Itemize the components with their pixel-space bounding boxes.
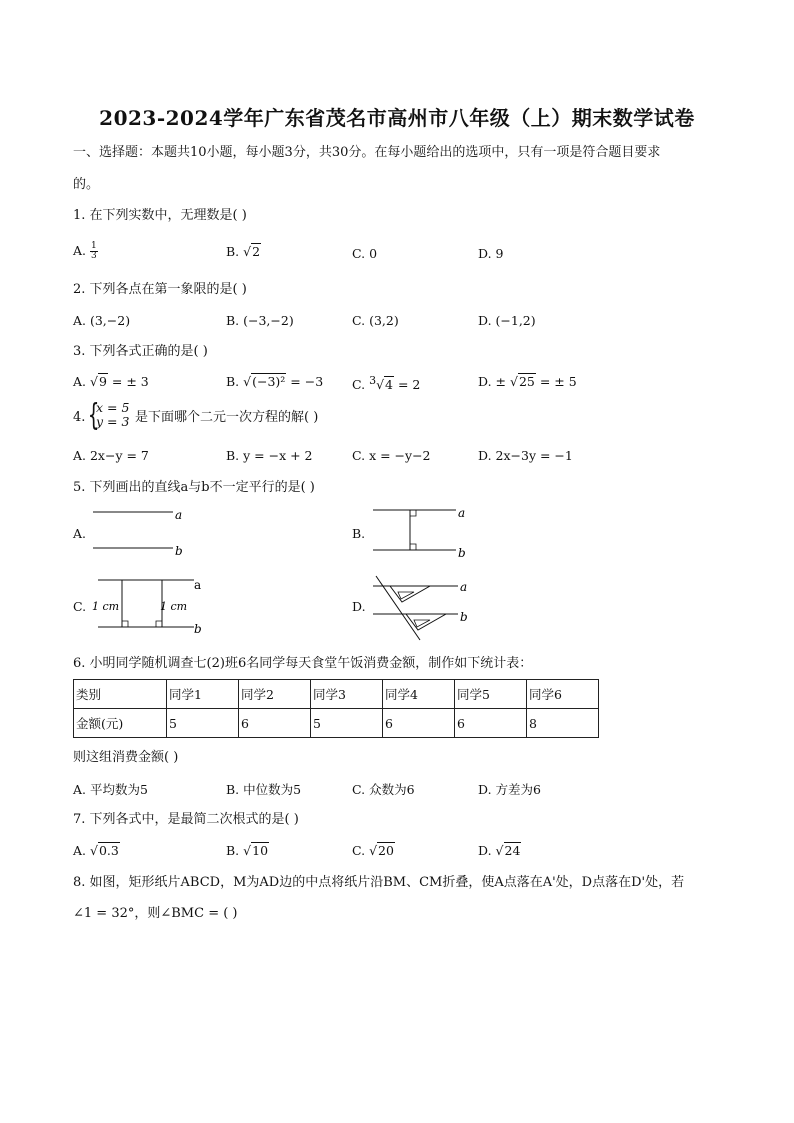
q3-option-a: A. √9 = ± 3 <box>73 374 149 389</box>
table-header-cell: 同学3 <box>311 680 383 709</box>
option-label: C. <box>352 377 366 393</box>
fraction <box>90 242 98 261</box>
label-b: b <box>460 610 468 624</box>
radicand: 0.3 <box>98 843 119 858</box>
numerator: 1 <box>91 241 97 251</box>
label-a: a <box>458 506 466 520</box>
option-label: D. <box>478 374 492 389</box>
option-label: B. <box>226 244 240 259</box>
equation-system <box>96 401 129 429</box>
table-header-cell: 同学1 <box>167 680 239 709</box>
table-cell: 6 <box>239 709 311 738</box>
q5-option-c-label: C. <box>73 599 87 614</box>
table-cell: 金额(元) <box>74 709 167 738</box>
radicand: 20 <box>378 843 394 858</box>
set-square-top-inner <box>398 592 414 599</box>
q4-option-c: C. x = −y−2 <box>352 448 431 463</box>
q2-option-c: C. (3,2) <box>352 313 399 328</box>
figure-d <box>368 572 478 642</box>
figure-b <box>368 502 478 562</box>
option-label: A. <box>73 374 87 389</box>
q7-option-c: C. √20 <box>352 843 394 858</box>
radicand: 4 <box>385 377 393 393</box>
table-header-cell: 同学6 <box>527 680 599 709</box>
table-cell: 6 <box>455 709 527 738</box>
q5-option-a-label: A. <box>73 526 87 541</box>
question-7-stem: 7. 下列各式中，是最简二次根式的是( ) <box>73 812 299 827</box>
label-a: a <box>194 578 202 592</box>
radicand: (−3)² <box>252 374 286 389</box>
spending-table <box>73 679 599 738</box>
q2-option-a: A. (3,−2) <box>73 313 131 328</box>
q3-option-b: B. √(−3)² = −3 <box>226 374 324 389</box>
system-equation-1: x = 5 <box>96 400 130 415</box>
radicand: 25 <box>518 374 535 389</box>
radicand: 2 <box>252 244 261 259</box>
length-label-right: 1 cm <box>160 600 188 613</box>
table-row <box>74 709 599 738</box>
radicand: 24 <box>504 843 521 858</box>
table-cell: 5 <box>167 709 239 738</box>
question-4-stem: 是下面哪个二元一次方程的解( ) <box>135 410 319 425</box>
question-3-stem: 3. 下列各式正确的是( ) <box>73 344 208 359</box>
system-brace: { <box>87 398 100 433</box>
table-header-cell: 同学5 <box>455 680 527 709</box>
option-label: A. <box>73 243 87 258</box>
right-angle-mark-bottom <box>410 544 416 550</box>
label-b: b <box>458 546 466 560</box>
section-heading: 一、选择题：本题共10小题，每小题3分，共30分。在每小题给出的选项中，只有一项是符合题目要求 <box>73 145 661 160</box>
radicand: 10 <box>252 843 269 858</box>
expression-rest: = ± 3 <box>107 374 149 389</box>
question-8-stem: 8. 如图，矩形纸片ABCD，M为AD边的中点将纸片沿BM、CM折叠，使A点落在A'处，D点落在D'处，若 <box>73 875 685 890</box>
right-angle-mark-top <box>410 510 416 516</box>
question-6-stem: 6. 小明同学随机调查七(2)班6名同学每天食堂午饭消费金额，制作如下统计表： <box>73 656 533 671</box>
q6-option-a: A. 平均数为5 <box>73 782 148 797</box>
q1-option-a <box>73 242 98 261</box>
q6-option-d: D. 方差为6 <box>478 782 541 797</box>
denominator: 3 <box>91 251 97 261</box>
q3-option-d: D. ± √25 = ± 5 <box>478 374 577 389</box>
question-2-stem: 2. 下列各点在第一象限的是( ) <box>73 282 247 297</box>
length-label-left: 1 cm <box>92 600 120 613</box>
question-6-follow: 则这组消费金额( ) <box>73 750 179 765</box>
q4-option-a: A. 2x−y = 7 <box>73 448 149 463</box>
q3-option-c: C. $^3$√4 = 2 <box>352 374 421 393</box>
option-label: B. <box>226 374 240 389</box>
root-index: 3 <box>369 374 377 387</box>
q7-option-d: D. √24 <box>478 843 521 858</box>
section-heading-cont: 的。 <box>73 177 100 192</box>
figure-c <box>90 574 210 636</box>
label-b: b <box>175 544 183 558</box>
expression-rest: = −3 <box>286 374 324 389</box>
question-5-stem: 5. 下列画出的直线a与b不一定平行的是( ) <box>73 480 315 495</box>
label-a: a <box>460 580 468 594</box>
table-cell: 6 <box>383 709 455 738</box>
right-angle-mark-right <box>156 621 162 627</box>
right-angle-mark-left <box>122 621 128 627</box>
q7-option-a: A. √0.3 <box>73 843 119 858</box>
q7-option-b: B. √10 <box>226 843 269 858</box>
q5-option-d-label: D. <box>352 599 366 614</box>
question-1-stem: 1. 在下列实数中，无理数是( ) <box>73 208 247 223</box>
system-equation-2: y = 3 <box>96 414 130 429</box>
q4-option-b: B. y = −x + 2 <box>226 448 313 463</box>
question-4-number: 4. <box>73 410 86 425</box>
option-label: A. <box>73 843 87 858</box>
figure-a <box>88 505 198 560</box>
expression-rest: = 2 <box>394 377 421 393</box>
table-header-cell: 同学2 <box>239 680 311 709</box>
option-label: D. <box>478 843 492 858</box>
label-a: a <box>175 508 183 522</box>
expression-prefix: ± <box>495 374 510 389</box>
table-cell: 8 <box>527 709 599 738</box>
table-row <box>74 680 599 709</box>
expression-rest: = ± 5 <box>535 374 577 389</box>
question-8-stem-cont: ∠1 = 32°，则∠BMC = ( ) <box>73 906 238 921</box>
q1-option-c: C. 0 <box>352 246 378 261</box>
label-b: b <box>194 622 202 636</box>
radicand: 9 <box>98 374 107 389</box>
q6-option-b: B. 中位数为5 <box>226 782 302 797</box>
page-title: 2023-2024学年广东省茂名市高州市八年级（上）期末数学试卷 <box>99 106 695 130</box>
q2-option-d: D. (−1,2) <box>478 313 536 328</box>
table-header-cell: 类别 <box>74 680 167 709</box>
q2-option-b: B. (−3,−2) <box>226 313 294 328</box>
q1-option-d: D. 9 <box>478 246 504 261</box>
q1-option-b: B. √2 <box>226 244 261 259</box>
set-square-bottom-inner <box>414 620 430 627</box>
option-label: B. <box>226 843 240 858</box>
q5-option-b-label: B. <box>352 526 366 541</box>
table-cell: 5 <box>311 709 383 738</box>
table-header-cell: 同学4 <box>383 680 455 709</box>
q4-option-d: D. 2x−3y = −1 <box>478 448 573 463</box>
q6-option-c: C. 众数为6 <box>352 782 415 797</box>
option-label: C. <box>352 843 366 858</box>
